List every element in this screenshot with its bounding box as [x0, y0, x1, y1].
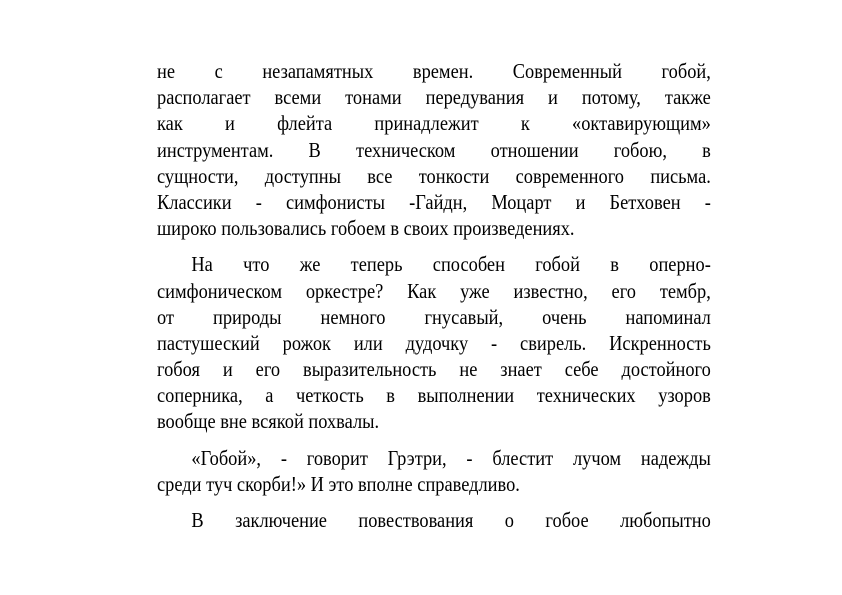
- text-line: симфоническом оркестре? Как уже известно, его тембр,: [157, 278, 711, 303]
- text-line: от природы немного гнусавый, очень напоминал: [157, 304, 711, 329]
- text-line: сущности, доступны все тонкости современного письма.: [157, 163, 711, 188]
- text-line: Классики - симфонисты -Гайдн, Моцарт и Бетховен -: [157, 189, 711, 214]
- text-line: вообще вне всякой похвалы.: [157, 409, 380, 434]
- paragraph-gap: [157, 241, 711, 251]
- text-line: В заключение повествования о гобое любопытно: [191, 508, 711, 532]
- text-line: инструментам. В техническом отношении гобою, в: [157, 137, 711, 162]
- text-line: соперника, а четкость в выполнении технических узоров: [157, 383, 711, 408]
- paragraph-2: [157, 251, 711, 434]
- paragraph-3: [157, 445, 711, 497]
- text-line: пастушеский рожок или дудочку - свирель. Искренность: [157, 330, 711, 355]
- text-line: как и флейта принадлежит к «октавирующим»: [157, 111, 711, 136]
- text-line: среди туч скорби!» И это вполне справедливо.: [157, 471, 520, 496]
- paragraph-1: [157, 58, 711, 241]
- paragraph-4: [157, 507, 711, 533]
- text-body: [157, 58, 711, 533]
- text-line: располагает всеми тонами передувания и потому, также: [157, 85, 711, 110]
- text-line: широко пользовались гобоем в своих произведениях.: [157, 216, 575, 241]
- text-line: На что же теперь способен гобой в оперно-: [191, 252, 711, 277]
- text-line: гобоя и его выразительность не знает себе достойного: [157, 357, 711, 382]
- paragraph-gap: [157, 497, 711, 507]
- text-line: «Гобой», - говорит Грэтри, - блестит лучом надежды: [191, 445, 711, 470]
- paragraph-gap: [157, 435, 711, 445]
- text-line: не с незапамятных времен. Современный гобой,: [157, 59, 711, 83]
